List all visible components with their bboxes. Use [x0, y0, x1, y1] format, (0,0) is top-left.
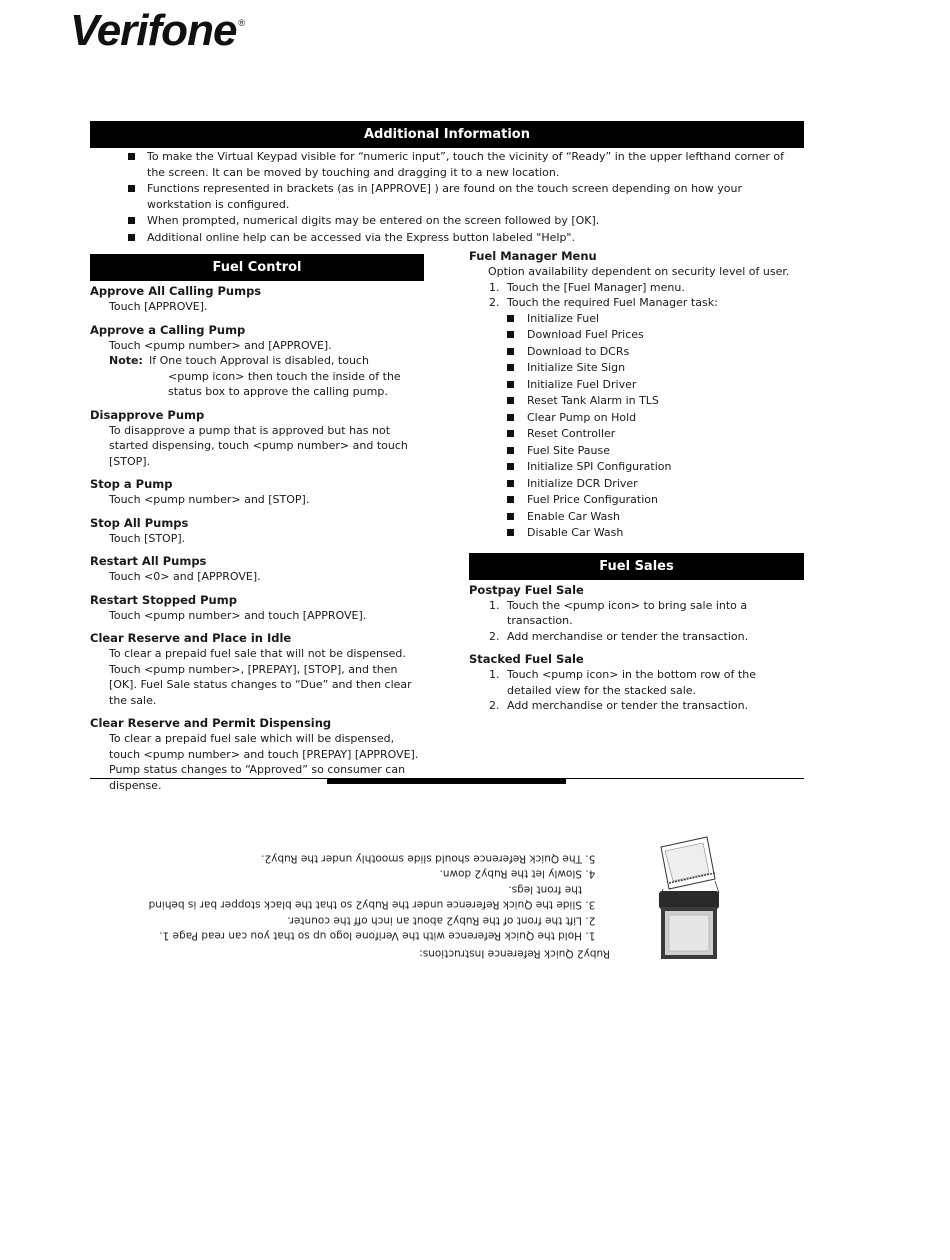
postpay-fuel-sale — [469, 583, 804, 645]
entry-text: Touch <pump number> and touch [APPROVE]. — [109, 608, 367, 622]
entry-text: To disapprove a pump that is approved but has not started dispensing, touch <pump number> and touch [STOP]. — [109, 423, 408, 468]
stacked-step: 2. Add merchandise or tender the transaction. — [489, 699, 749, 712]
postpay-step: 1. Touch the <pump icon> to bring sale into a transaction. — [489, 598, 748, 627]
fuel-task-item: Initialize DCR Driver — [469, 476, 804, 492]
entry-heading: Restart Stopped Pump — [90, 592, 237, 607]
entry-text: Touch [STOP]. — [109, 531, 186, 545]
additional-information-section — [90, 121, 804, 246]
note-continuation: <pump icon> then touch the inside of the status box to approve the calling pump. — [168, 369, 401, 398]
note — [90, 353, 424, 400]
right-column — [469, 249, 804, 722]
ruby2-device-illustration — [655, 833, 723, 963]
instructions-title: Ruby2 Quick Reference Instructions: — [419, 947, 610, 960]
fuel-manager-step: 1. Touch the [Fuel Manager] menu. — [489, 280, 685, 294]
fuel-control-entry — [90, 477, 424, 508]
fuel-manager-heading: Fuel Manager Menu — [469, 249, 597, 263]
instruction-step: 5. The Quick Reference should slide smoothly under the Ruby2. — [130, 850, 582, 866]
fuel-task-item: Fuel Site Pause — [469, 443, 804, 459]
fuel-control-entry — [90, 284, 424, 315]
note-label: Note: — [109, 354, 143, 367]
ruby2-instructions-upside-down — [130, 850, 610, 961]
entry-heading: Approve a Calling Pump — [90, 322, 246, 337]
fuel-task-item: Disable Car Wash — [469, 525, 804, 541]
fuel-control-entry — [90, 408, 424, 470]
fuel-manager-menu — [469, 249, 804, 541]
fuel-control-entry — [90, 554, 424, 585]
fuel-control-entry — [90, 631, 424, 708]
entry-heading: Clear Reserve and Place in Idle — [90, 631, 292, 645]
info-item: Functions represented in brackets (as in [APPROVE] ) are found on the touch screen depending on how your workstation is configured. — [90, 181, 804, 212]
fuel-control-entry — [90, 516, 424, 547]
instruction-step: 2. Lift the front of the Ruby2 about an inch off the counter. — [130, 912, 582, 928]
fuel-task-item: Enable Car Wash — [469, 509, 804, 525]
fuel-manager-step: 2. Touch the required Fuel Manager task: — [489, 296, 718, 309]
fuel-task-item: Reset Controller — [469, 426, 804, 442]
fuel-task-item: Fuel Price Configuration — [469, 492, 804, 508]
info-item: Additional online help can be accessed via the Express button labeled "Help". — [90, 230, 804, 246]
note-text: If One touch Approval is disabled, touch — [149, 354, 369, 367]
entry-heading: Clear Reserve and Permit Dispensing — [90, 716, 332, 730]
stacked-heading: Stacked Fuel Sale — [469, 652, 584, 666]
fuel-task-item: Initialize SPI Configuration — [469, 459, 804, 475]
entry-heading: Restart All Pumps — [90, 554, 207, 568]
entry-text: To clear a prepaid fuel sale which will be dispensed, touch <pump number> and touch [PREPAY] [APPROVE]. Pump status changes to “Approved” so consumer can dispense. — [109, 732, 419, 792]
entry-heading: Disapprove Pump — [90, 407, 205, 422]
additional-information-title: Additional Information — [90, 121, 804, 148]
instruction-step: 4. Slowly let the Ruby2 down. — [130, 866, 582, 882]
fuel-task-item: Initialize Fuel — [469, 311, 804, 327]
entry-heading: Stop a Pump — [90, 477, 173, 491]
postpay-step: 2. Add merchandise or tender the transaction. — [489, 629, 749, 643]
entry-text: Touch <pump number> and [STOP]. — [109, 493, 310, 506]
info-item: To make the Virtual Keypad visible for “numeric input”, touch the vicinity of “Ready” in the upper lefthand corner of the screen. It can be moved by touching and dragging it to a new location. — [90, 149, 804, 180]
fuel-task-item: Initialize Fuel Driver — [469, 377, 804, 393]
info-item: When prompted, numerical digits may be entered on the screen followed by [OK]. — [90, 213, 804, 229]
fuel-control-title: Fuel Control — [90, 254, 424, 281]
entry-heading: Stop All Pumps — [90, 515, 189, 530]
entry-text: Touch <pump number> and [APPROVE]. — [109, 338, 332, 352]
fuel-manager-intro: Option availability dependent on security level of user. — [488, 265, 790, 278]
fuel-task-item: Reset Tank Alarm in TLS — [469, 393, 804, 409]
verifone-logo: Verifone ® — [70, 6, 245, 55]
fuel-control-column — [90, 254, 424, 801]
fuel-sales-title: Fuel Sales — [469, 553, 804, 580]
fuel-task-item: Initialize Site Sign — [469, 360, 804, 376]
postpay-heading: Postpay Fuel Sale — [469, 582, 584, 597]
entry-text: To clear a prepaid fuel sale that will not be dispensed. Touch <pump number>, [PREPAY], [STOP], and then [OK]. Fuel Sale status changes to “Due” and then clear the sale. — [109, 647, 412, 707]
fuel-task-item: Clear Pump on Hold — [469, 410, 804, 426]
stacked-step: 1. Touch <pump icon> in the bottom row of the detailed view for the stacked sale. — [489, 668, 756, 697]
entry-text: Touch [APPROVE]. — [109, 300, 208, 313]
fuel-control-entry — [90, 323, 424, 400]
fuel-task-item: Download to DCRs — [469, 344, 804, 360]
instruction-step: 3. Slide the Quick Reference under the Ruby2 so that the black stopper bar is behind the front legs. — [130, 881, 582, 912]
registered-mark: ® — [238, 18, 245, 28]
stacked-fuel-sale — [469, 652, 804, 714]
fuel-task-item: Download Fuel Prices — [469, 327, 804, 343]
entry-heading: Approve All Calling Pumps — [90, 284, 262, 298]
entry-text: Touch <0> and [APPROVE]. — [109, 570, 261, 583]
fuel-control-entry — [90, 593, 424, 624]
instruction-step: 1. Hold the Quick Reference with the Verifone logo up so that you can read Page 1. — [130, 928, 582, 944]
stopper-bar — [327, 778, 566, 784]
